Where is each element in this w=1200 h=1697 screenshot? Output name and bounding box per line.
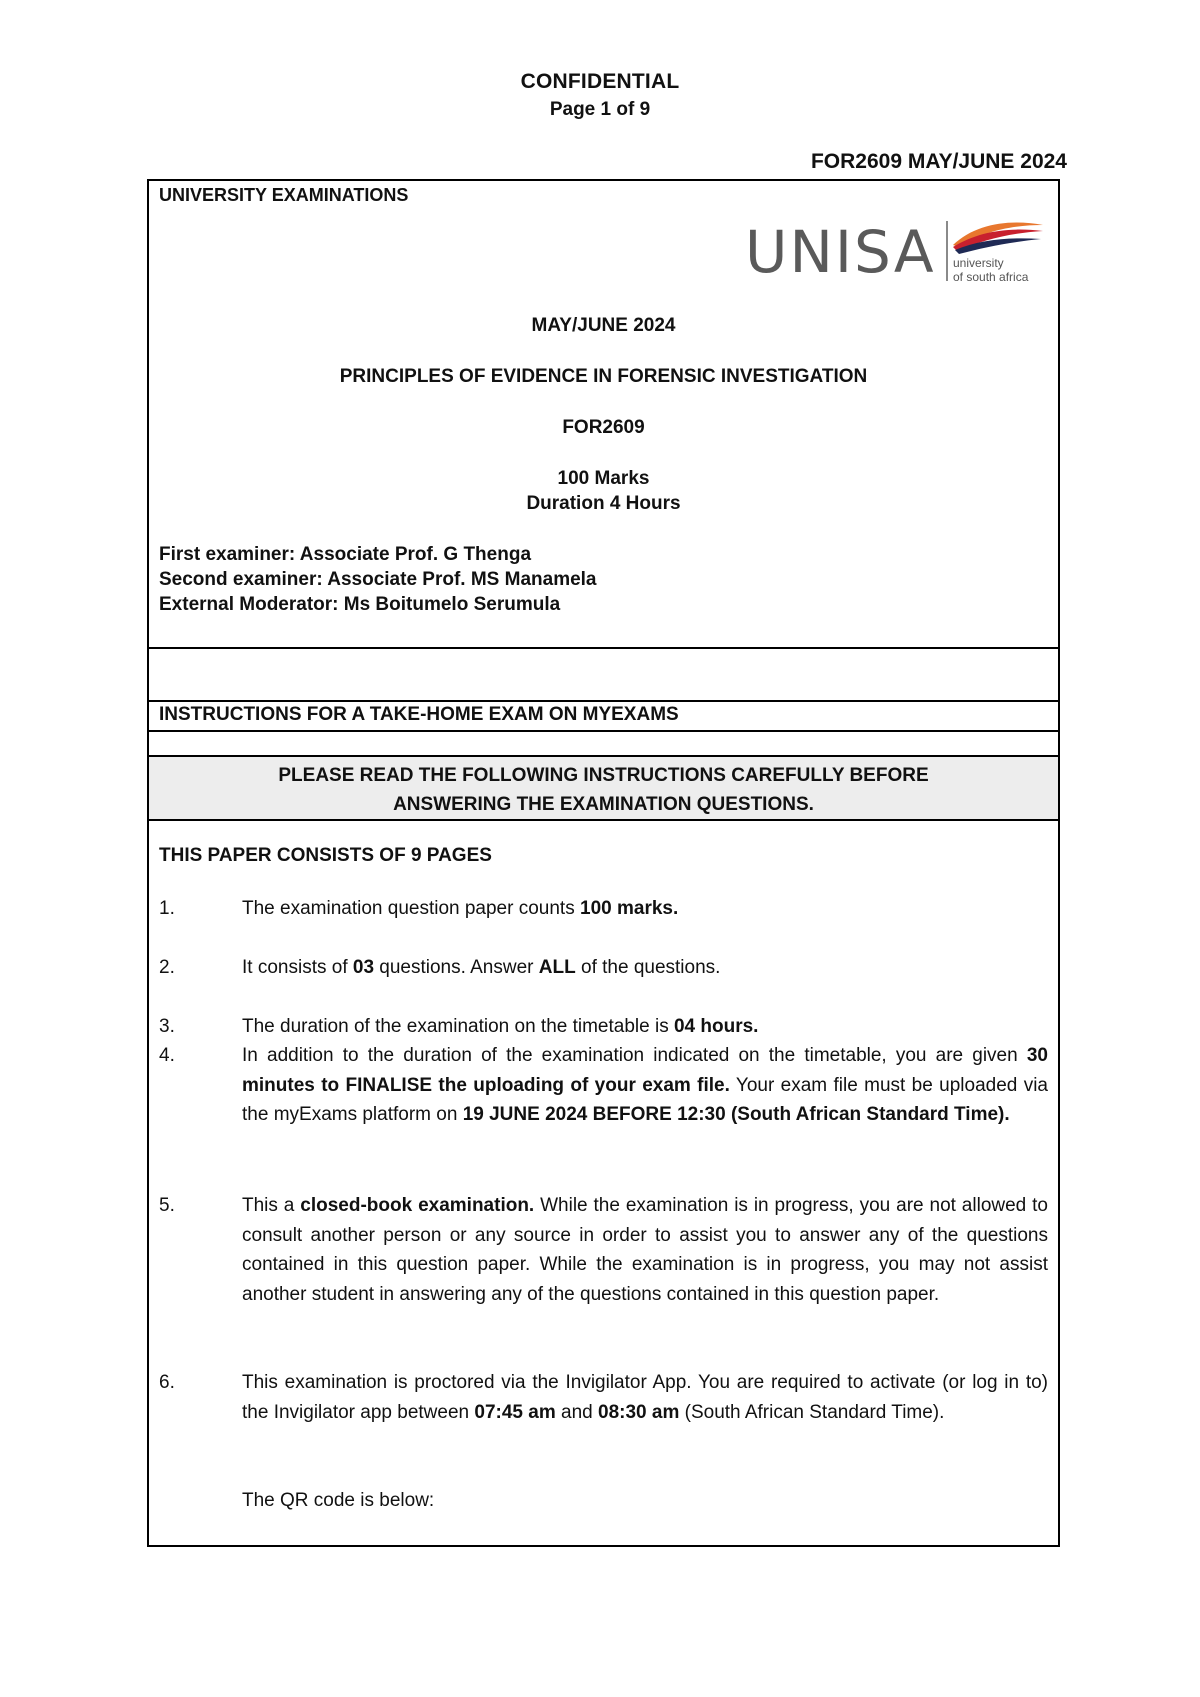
item-number: 3. (159, 1016, 175, 1037)
divider (149, 700, 1058, 702)
item-number: 5. (159, 1195, 175, 1216)
logo-separator (946, 221, 948, 281)
logo-subtitle-1: university (953, 256, 1004, 270)
item-bold: 04 hours. (673, 1016, 759, 1037)
item-text: The examination question paper counts (242, 898, 580, 919)
item-text: The duration of the examination on the timetable is (242, 1016, 674, 1037)
total-marks: 100 Marks (557, 468, 650, 489)
item-bold: 07:45 am (474, 1401, 556, 1423)
confidential-label: CONFIDENTIAL (520, 70, 680, 93)
logo-subtitle-2: of south africa (953, 270, 1029, 284)
item-bold: 100 marks. (580, 898, 679, 919)
instruction-item (159, 953, 1048, 983)
item-text: While the examination is in progress, you are not allowed to consult another person or any source in order to assist you to answer any of the questions contained in this question paper. While the examination is in progress, you may not assist another student in answering any of the questions contained in this question paper. (242, 1195, 1048, 1305)
divider (149, 730, 1058, 732)
item-bold: 30 minutes to FINALISE the uploading of your exam file. (242, 1045, 1048, 1096)
instructions-title: INSTRUCTIONS FOR A TAKE-HOME EXAM ON MYEXAMS (159, 704, 679, 725)
item-number: 6. (159, 1372, 175, 1393)
instruction-item (159, 1191, 1048, 1309)
university-examinations-label: UNIVERSITY EXAMINATIONS (159, 185, 409, 205)
instruction-item (159, 1368, 1048, 1427)
page-count-statement: THIS PAPER CONSISTS OF 9 PAGES (159, 845, 492, 866)
item-number: 4. (159, 1045, 175, 1066)
course-code-date: FOR2609 MAY/JUNE 2024 (810, 150, 1067, 173)
item-bold: ALL (538, 957, 576, 978)
item-number: 2. (159, 957, 175, 978)
item-text: This examination is proctored via the Invigilator App. You are required to activate (or log in to) the Invigilator app between (242, 1372, 1048, 1423)
qr-code-text: The QR code is below: (242, 1490, 435, 1511)
instruction-item (159, 894, 1048, 924)
page-number: Page 1 of 9 (549, 99, 651, 120)
item-text: and (555, 1401, 598, 1423)
external-moderator: External Moderator: Ms Boitumelo Serumula (159, 594, 561, 615)
item-text: In addition to the duration of the examination indicated on the timetable, you are given (242, 1045, 1027, 1066)
unisa-logo (745, 217, 1045, 287)
please-read-line-2: ANSWERING THE EXAMINATION QUESTIONS. (393, 794, 814, 815)
instruction-item (159, 1041, 1048, 1130)
module-title: PRINCIPLES OF EVIDENCE IN FORENSIC INVESTIGATION (339, 366, 868, 387)
divider (149, 819, 1058, 821)
item-text: questions. Answer (374, 957, 539, 978)
item-text: This a (242, 1195, 301, 1216)
item-text: (South African Standard Time). (679, 1401, 945, 1423)
logo-swoosh-icon (951, 217, 1045, 257)
item-text: Your exam file must be uploaded via the myExams platform on (242, 1074, 1048, 1125)
item-number: 1. (159, 898, 175, 919)
item-bold: closed-book examination. (300, 1195, 535, 1216)
exam-session: MAY/JUNE 2024 (531, 315, 676, 336)
qr-code-note (159, 1486, 1048, 1516)
cover-frame (147, 179, 1060, 1547)
please-read-line-1: PLEASE READ THE FOLLOWING INSTRUCTIONS CAREFULLY BEFORE (278, 765, 929, 786)
logo-wordmark: UNISA (745, 218, 936, 286)
second-examiner: Second examiner: Associate Prof. MS Manamela (159, 569, 597, 590)
item-text: It consists of (242, 957, 353, 978)
exam-duration: Duration 4 Hours (526, 493, 681, 514)
item-text: of the questions. (575, 957, 721, 978)
module-code: FOR2609 (562, 417, 645, 438)
item-bold: 03 (352, 957, 375, 978)
first-examiner: First examiner: Associate Prof. G Thenga (159, 544, 532, 565)
divider (149, 647, 1058, 649)
instruction-item (159, 1012, 1048, 1042)
item-bold: 19 JUNE 2024 BEFORE 12:30 (South African Standard Time). (462, 1104, 1010, 1125)
item-bold: 08:30 am (598, 1401, 680, 1423)
